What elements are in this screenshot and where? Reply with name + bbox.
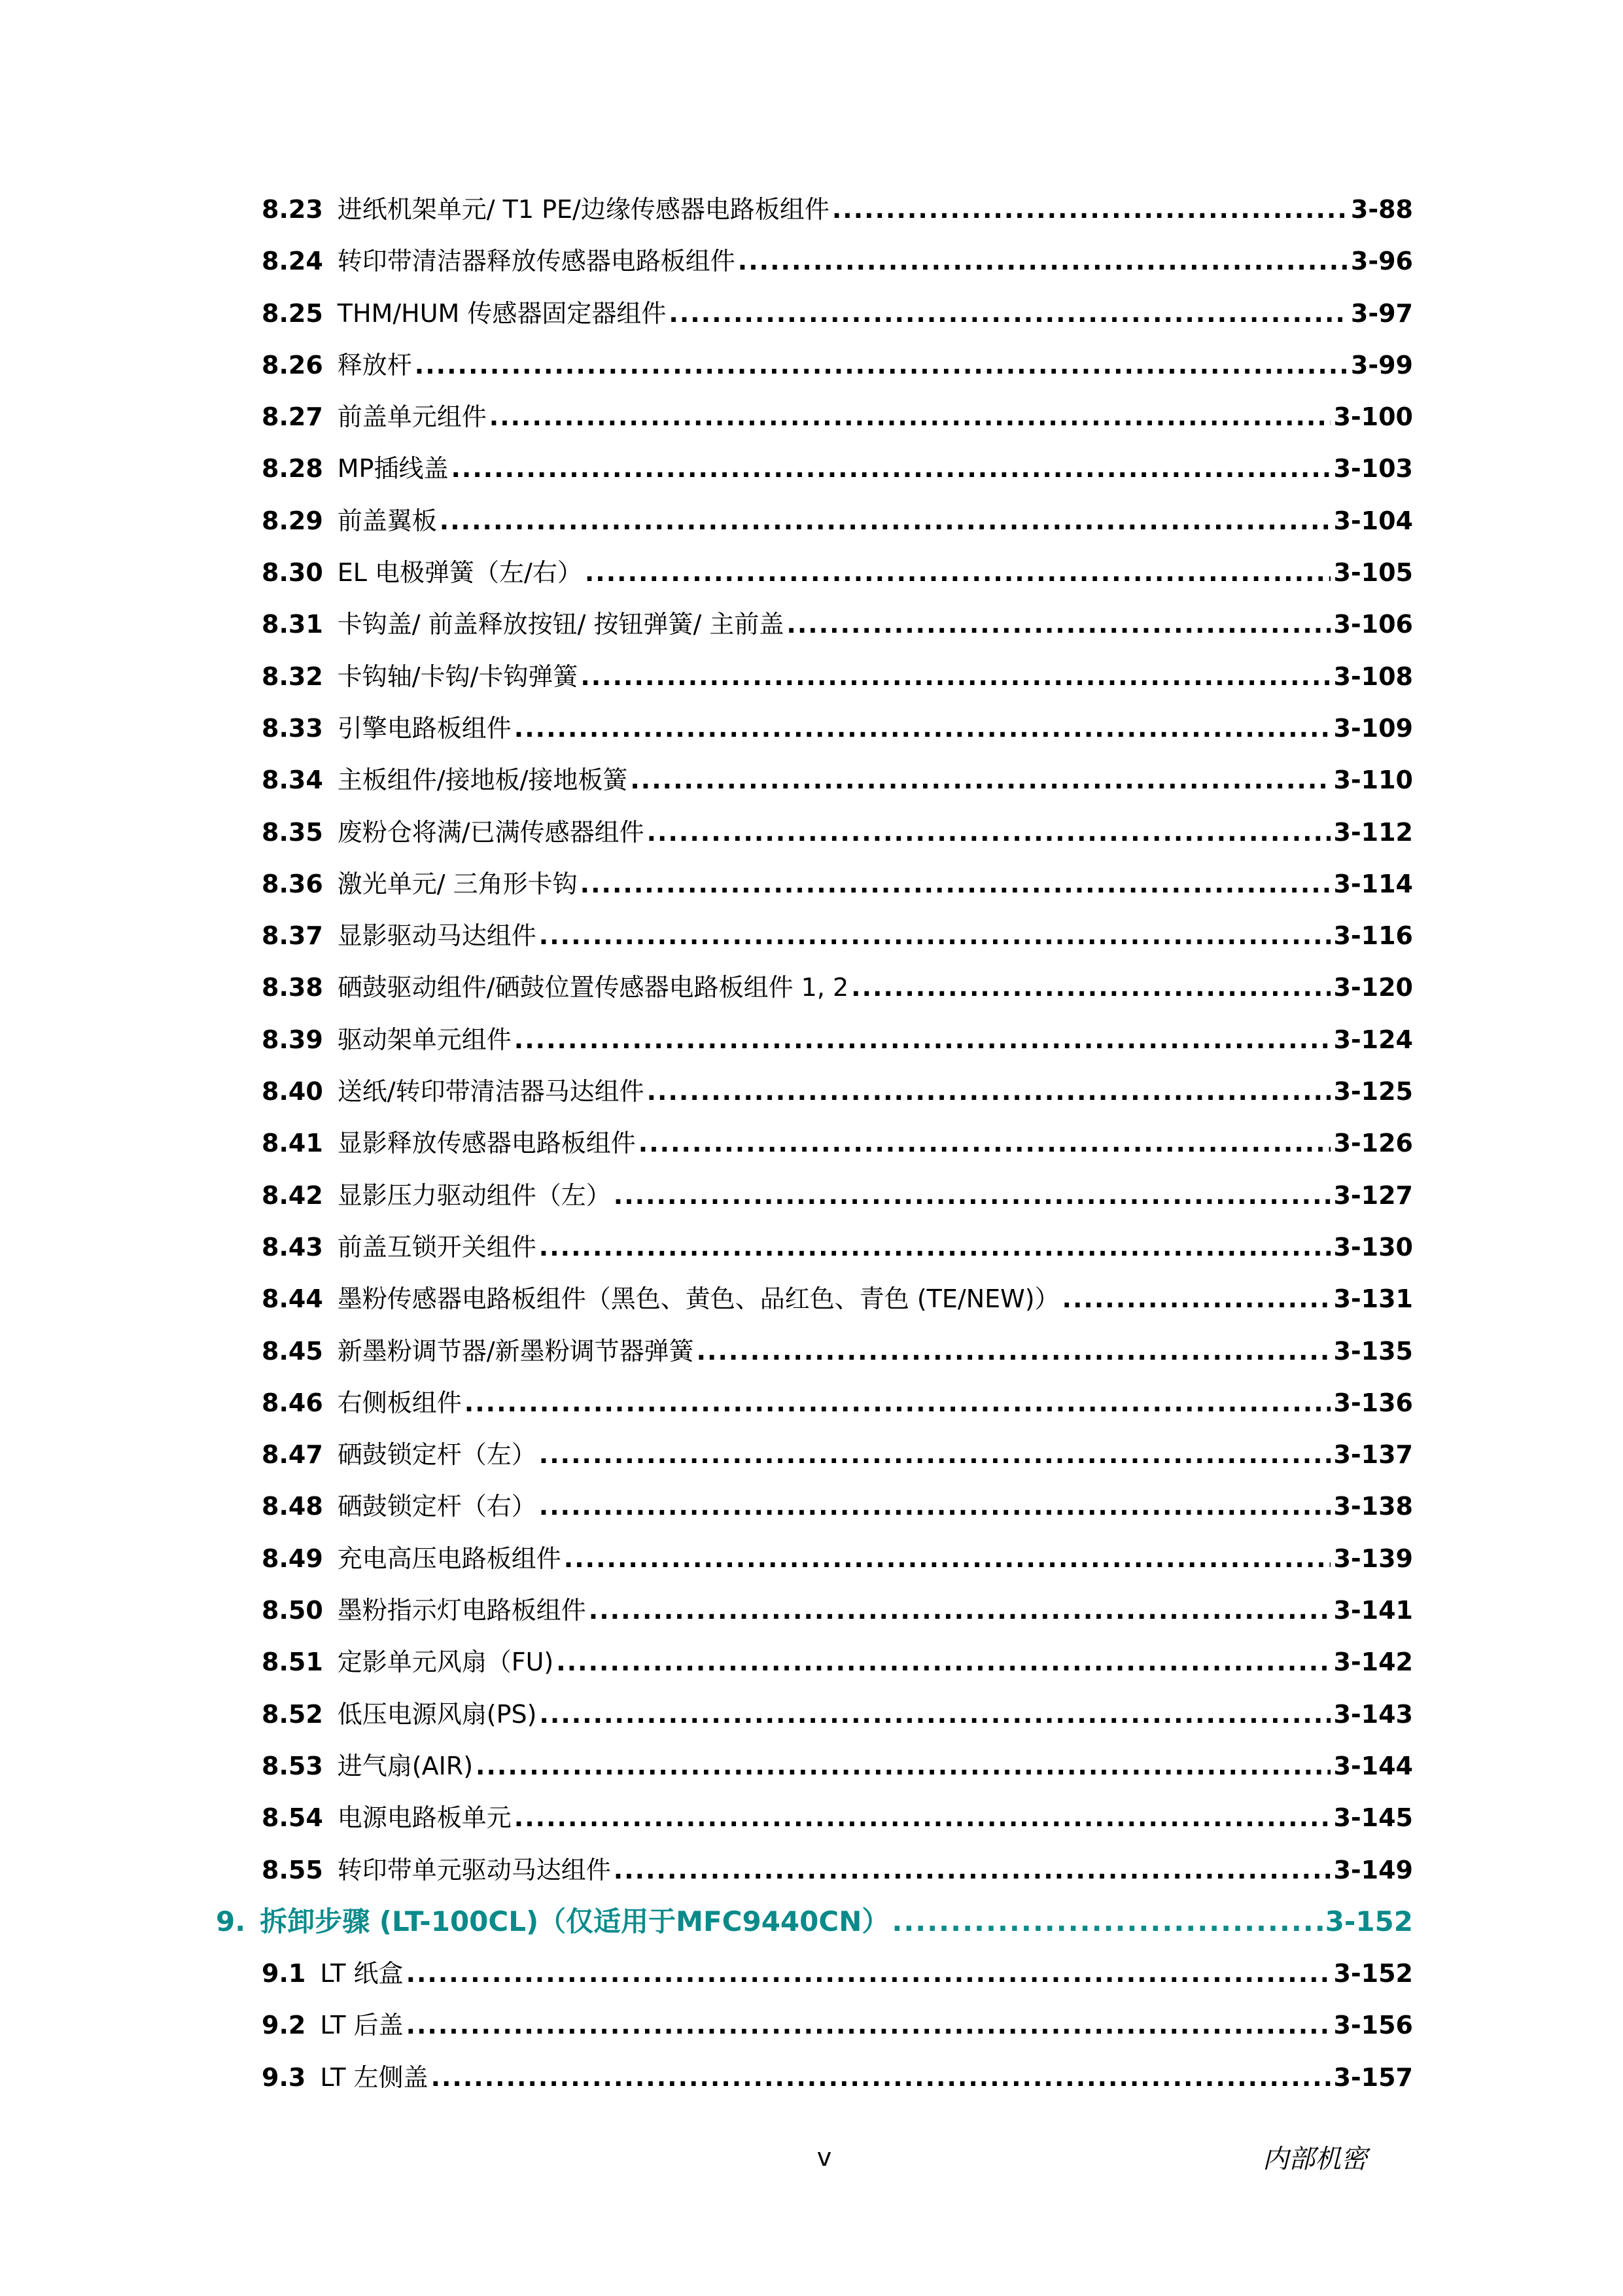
toc-entry-number: 8.26 [262,350,323,380]
dot-leader [514,1801,1331,1834]
toc-entry-number: 8.33 [262,713,323,743]
toc-entry[interactable] [262,868,1413,919]
toc-entry[interactable] [262,1594,1413,1646]
toc-entry-number: 8.28 [262,454,323,484]
toc-entry-page: 3-100 [1333,402,1413,432]
toc-entry-page: 3-99 [1350,350,1413,380]
dot-leader [539,1490,1331,1523]
toc-entry-number: 9.1 [262,1959,306,1988]
dot-leader [564,1542,1331,1575]
toc-entry-number: 8.24 [262,247,323,276]
toc-entry-page: 3-152 [1325,1905,1413,1937]
toc-entry-number: 9.3 [262,2062,306,2092]
toc-entry[interactable] [262,245,1413,296]
toc-entry-page: 3-139 [1333,1544,1413,1573]
toc-entry-page: 3-120 [1333,973,1413,1002]
toc-entry-page: 3-88 [1350,195,1413,224]
toc-entry-title: 硒鼓锁定杆（左） [337,1440,536,1470]
toc-entry-number: 8.49 [262,1544,323,1573]
toc-entry-page: 3-104 [1333,506,1413,535]
dot-leader [464,1386,1331,1419]
toc-entry[interactable] [262,712,1413,764]
toc-entry[interactable] [262,556,1413,608]
toc-entry-title: 低压电源风扇(PS) [337,1699,537,1729]
toc-entry-page: 3-142 [1333,1648,1413,1677]
toc-entry[interactable] [262,660,1413,712]
toc-entry-title: 前盖翼板 [337,506,437,535]
dot-leader [697,1335,1331,1368]
toc-entry-page: 3-110 [1333,766,1413,795]
toc-entry-title: LT 纸盒 [320,1959,404,1988]
toc-entry-title: 墨粉指示灯电路板组件 [337,1596,586,1625]
toc-entry-page: 3-131 [1333,1284,1413,1314]
dot-leader [892,1905,1322,1938]
toc-entry-page: 3-97 [1350,298,1413,328]
toc-entry-page: 3-130 [1333,1232,1413,1262]
dot-leader [580,660,1331,693]
toc-entry-title: 转印带清洁器释放传感器电路板组件 [337,247,735,276]
toc-entry-title: 硒鼓锁定杆（右） [337,1492,536,1521]
toc-entry-page: 3-152 [1333,1959,1413,1988]
toc-entry-number: 8.44 [262,1284,323,1314]
toc-entry-number: 8.55 [262,1855,323,1884]
toc-entry-number: 8.23 [262,195,323,224]
toc-entry[interactable] [262,1542,1413,1594]
toc-entry[interactable] [262,1854,1413,1905]
toc-entry-title: LT 后盖 [320,2011,404,2040]
toc-entry-page: 3-143 [1333,1699,1413,1729]
dot-leader [415,349,1348,381]
toc-entry[interactable] [262,1801,1413,1853]
toc-entry[interactable] [262,816,1413,868]
toc-entry-number: 8.41 [262,1129,323,1158]
dot-leader [514,712,1331,745]
dot-leader [440,504,1331,537]
dot-leader [614,1854,1331,1886]
toc-entry-number: 8.29 [262,506,323,535]
toc-entry-title: 电源电路板单元 [337,1803,512,1833]
toc-entry[interactable] [262,1646,1413,1697]
toc-entry-title: 进气扇(AIR) [337,1751,474,1780]
toc-entry-title: 进纸机架单元/ T1 PE/边缘传感器电路板组件 [337,195,829,224]
dot-leader [406,2009,1331,2041]
toc-entry-page: 3-141 [1333,1596,1413,1625]
toc-entry-title: 显影释放传感器电路板组件 [337,1129,636,1158]
toc-entry-number: 8.39 [262,1025,323,1054]
toc-entry-page: 3-156 [1333,2011,1413,2040]
dot-leader [669,297,1348,330]
toc-entry-title: LT 左侧盖 [320,2062,428,2092]
toc-entry-number: 8.36 [262,869,323,898]
toc-entry-number: 8.53 [262,1751,323,1780]
toc-entry-number: 8.40 [262,1077,323,1106]
toc-entry[interactable] [262,764,1413,815]
toc-entry-number: 8.52 [262,1699,323,1729]
toc-entry-title: 废粉仓将满/已满传感器组件 [337,817,644,847]
toc-entry-page: 3-145 [1333,1803,1413,1833]
toc-entry[interactable] [262,1386,1413,1438]
toc-entry[interactable] [262,193,1413,245]
toc-entry-number: 8.38 [262,973,323,1002]
toc-entry-number: 8.45 [262,1336,323,1366]
dot-leader [476,1750,1331,1782]
toc-entry-title: 墨粉传感器电路板组件（黑色、黄色、品红色、青色 (TE/NEW)） [337,1284,1060,1314]
toc-entry-title: 卡钩盖/ 前盖释放按钮/ 按钮弹簧/ 主前盖 [337,610,784,639]
toc-entry[interactable] [262,297,1413,349]
toc-entry[interactable] [262,971,1413,1023]
toc-entry-number: 8.34 [262,766,323,795]
toc-entry[interactable] [262,2009,1413,2060]
toc-entry[interactable] [262,1335,1413,1386]
toc-entry-page: 3-126 [1333,1129,1413,1158]
dot-leader [514,1023,1331,1056]
toc-entry-page: 3-114 [1333,869,1413,898]
toc-entry-number: 8.31 [262,610,323,639]
toc-entry-page: 3-157 [1333,2062,1413,2092]
toc-entry-number: 8.35 [262,817,323,847]
toc-entry[interactable] [262,1127,1413,1178]
toc-entry-number: 8.54 [262,1803,323,1833]
toc-entry-title: 激光单元/ 三角形卡钩 [337,869,578,898]
toc-entry-page: 3-138 [1333,1492,1413,1521]
toc-entry-title: EL 电极弹簧（左/右） [337,558,582,588]
toc-entry[interactable] [262,2061,1413,2113]
toc-entry[interactable] [262,1023,1413,1075]
toc-entry[interactable] [262,1075,1413,1127]
dot-leader [638,1127,1331,1159]
toc-entry-title: THM/HUM 传感器固定器组件 [337,298,667,328]
toc-entry-title: 显影压力驱动组件（左） [337,1180,611,1210]
dot-leader [786,608,1331,641]
toc-entry[interactable] [262,1957,1413,2009]
dot-leader [851,971,1331,1004]
toc-entry-number: 8.47 [262,1440,323,1470]
toc-entry-number: 8.46 [262,1388,323,1417]
table-of-contents [216,193,1413,2113]
toc-entry-number: 8.27 [262,402,323,432]
toc-entry-title: MP插线盖 [337,454,449,484]
dot-leader [647,1075,1331,1108]
toc-entry-title: 引擎电路板组件 [337,713,512,743]
toc-entry-page: 3-106 [1333,610,1413,639]
toc-entry-page: 3-116 [1333,921,1413,951]
toc-entry-page: 3-144 [1333,1751,1413,1780]
dot-leader [614,1179,1331,1212]
toc-entry-number: 8.48 [262,1492,323,1521]
dot-leader [1062,1282,1331,1315]
toc-entry[interactable] [262,1490,1413,1542]
dot-leader [451,452,1331,485]
dot-leader [406,1957,1331,1990]
dot-leader [539,1231,1331,1263]
dot-leader [580,868,1331,900]
toc-entry[interactable] [262,1438,1413,1490]
toc-entry-number: 8.37 [262,921,323,951]
toc-entry-title: 定影单元风扇（FU) [337,1648,554,1677]
dot-leader [589,1594,1331,1627]
toc-entry[interactable] [262,1179,1413,1231]
toc-entry-title: 释放杆 [337,350,412,380]
page-number: v [816,2143,832,2172]
toc-entry-title: 驱动架单元组件 [337,1025,512,1054]
toc-entry-title: 新墨粉调节器/新墨粉调节器弹簧 [337,1336,694,1366]
dot-leader [539,1438,1331,1471]
dot-leader [738,245,1348,277]
toc-section-heading[interactable] [216,1905,1413,1957]
dot-leader [539,1698,1331,1731]
toc-entry-title: 转印带单元驱动马达组件 [337,1855,611,1884]
toc-entry-number: 8.50 [262,1596,323,1625]
toc-entry-page: 3-125 [1333,1077,1413,1106]
toc-entry-title: 拆卸步骤 (LT-100CL)（仅适用于MFC9440CN） [260,1905,890,1937]
toc-entry-number: 8.30 [262,558,323,588]
dot-leader [630,764,1331,796]
toc-entry[interactable] [262,504,1413,556]
toc-entry-number: 8.51 [262,1648,323,1677]
toc-entry[interactable] [262,1231,1413,1282]
toc-entry-number: 8.43 [262,1232,323,1262]
toc-entry-page: 3-112 [1333,817,1413,847]
toc-entry[interactable] [262,1282,1413,1334]
toc-entry-title: 送纸/转印带清洁器马达组件 [337,1077,644,1106]
toc-entry-page: 3-96 [1350,247,1413,276]
dot-leader [556,1646,1331,1678]
toc-entry-title: 前盖单元组件 [337,402,487,432]
dot-leader [539,919,1331,952]
toc-entry-title: 前盖互锁开关组件 [337,1232,536,1262]
toc-entry-title: 充电高压电路板组件 [337,1544,561,1573]
toc-entry[interactable] [262,919,1413,971]
toc-entry[interactable] [262,608,1413,660]
toc-entry[interactable] [262,349,1413,400]
dot-leader [647,816,1331,849]
toc-entry[interactable] [262,452,1413,504]
toc-entry[interactable] [262,400,1413,452]
confidential-label: 内部机密 [1263,2144,1367,2174]
dot-leader [832,193,1348,226]
toc-entry-number: 8.32 [262,662,323,691]
toc-entry-page: 3-149 [1333,1855,1413,1884]
toc-entry-page: 3-124 [1333,1025,1413,1054]
toc-entry-title: 硒鼓驱动组件/硒鼓位置传感器电路板组件 1, 2 [337,973,849,1002]
toc-entry-page: 3-109 [1333,713,1413,743]
toc-entry-page: 3-136 [1333,1388,1413,1417]
dot-leader [431,2061,1331,2094]
toc-entry-title: 卡钩轴/卡钩/卡钩弹簧 [337,662,578,691]
dot-leader [489,400,1331,433]
toc-entry-page: 3-103 [1333,454,1413,484]
toc-entry-page: 3-127 [1333,1180,1413,1210]
toc-entry-number: 9.2 [262,2011,306,2040]
toc-entry-page: 3-137 [1333,1440,1413,1470]
dot-leader [585,556,1331,589]
toc-entry-number: 8.42 [262,1180,323,1210]
toc-entry[interactable] [262,1698,1413,1750]
toc-entry-page: 3-108 [1333,662,1413,691]
toc-entry-page: 3-105 [1333,558,1413,588]
toc-entry-title: 主板组件/接地板/接地板簧 [337,766,628,795]
toc-entry-page: 3-135 [1333,1336,1413,1366]
toc-entry[interactable] [262,1750,1413,1801]
toc-entry-number: 9. [216,1905,246,1937]
toc-entry-title: 显影驱动马达组件 [337,921,536,951]
toc-entry-title: 右侧板组件 [337,1388,462,1417]
toc-entry-number: 8.25 [262,298,323,328]
